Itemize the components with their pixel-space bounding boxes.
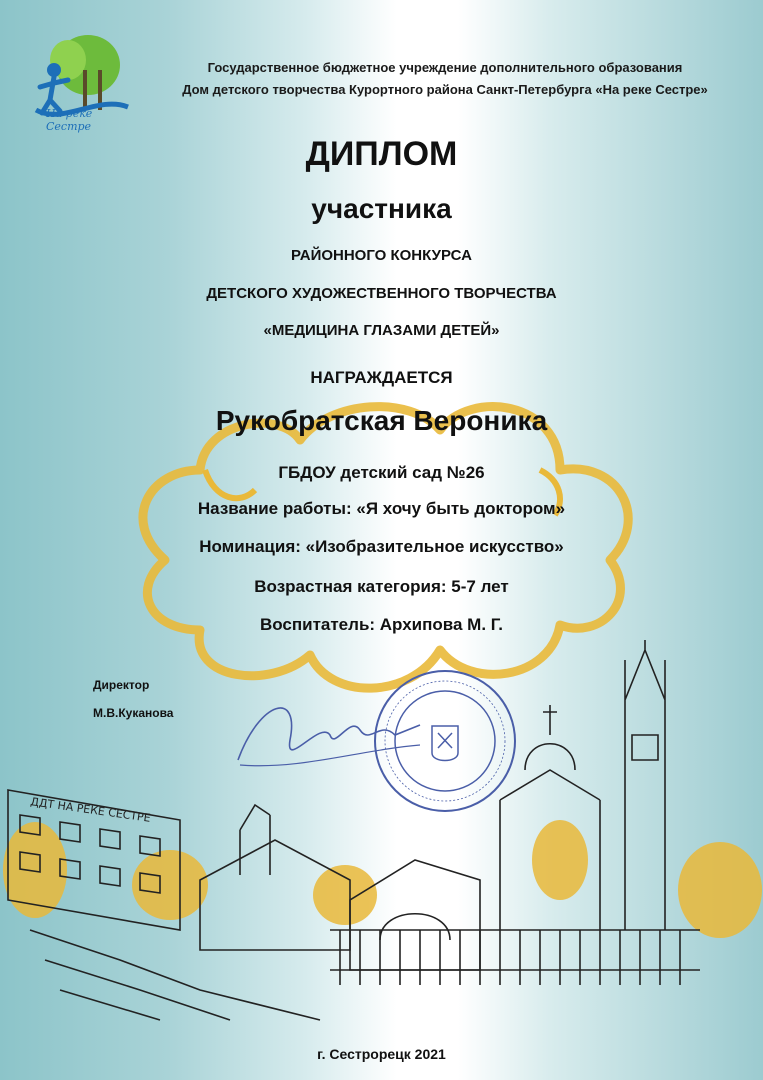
contest-line-1: РАЙОННОГО КОНКУРСА xyxy=(291,247,472,264)
work-title: Название работы: «Я хочу быть доктором» xyxy=(197,499,566,518)
contest-line-2: ДЕТСКОГО ХУДОЖЕСТВЕННОГО ТВОРЧЕСТВА xyxy=(206,285,557,302)
city-year: г. Сестрорецк 2021 xyxy=(317,1046,446,1062)
diploma-subtitle: участника xyxy=(311,193,452,224)
contest-line-3: «МЕДИЦИНА ГЛАЗАМИ ДЕТЕЙ» xyxy=(263,322,500,339)
awarded-label: НАГРАЖДАЕТСЯ xyxy=(310,368,453,387)
building-sign: ДДТ НА РЕКЕ СЕСТРЕ xyxy=(29,795,152,825)
header-line-1: Государственное бюджетное учреждение дополнительного образования xyxy=(207,60,683,75)
nomination: Номинация: «Изобразительное искусство» xyxy=(199,537,564,556)
participant-name: Рукобратская Вероника xyxy=(215,405,548,436)
school-name: ГБДОУ детский сад №26 xyxy=(278,463,485,482)
director-role: Директор xyxy=(93,678,150,692)
director-name: М.В.Куканова xyxy=(93,706,174,720)
header-line-2: Дом детского творчества Курортного района Санкт-Петербурга «На реке Сестре» xyxy=(182,82,708,97)
logo-caption: На реке Сестре xyxy=(46,107,93,133)
diploma-title: ДИПЛОМ xyxy=(305,135,458,173)
teacher-name: Воспитатель: Архипова М. Г. xyxy=(259,615,504,634)
official-stamp xyxy=(372,668,518,814)
age-category: Возрастная категория: 5-7 лет xyxy=(254,577,509,596)
organization-logo xyxy=(28,25,138,135)
